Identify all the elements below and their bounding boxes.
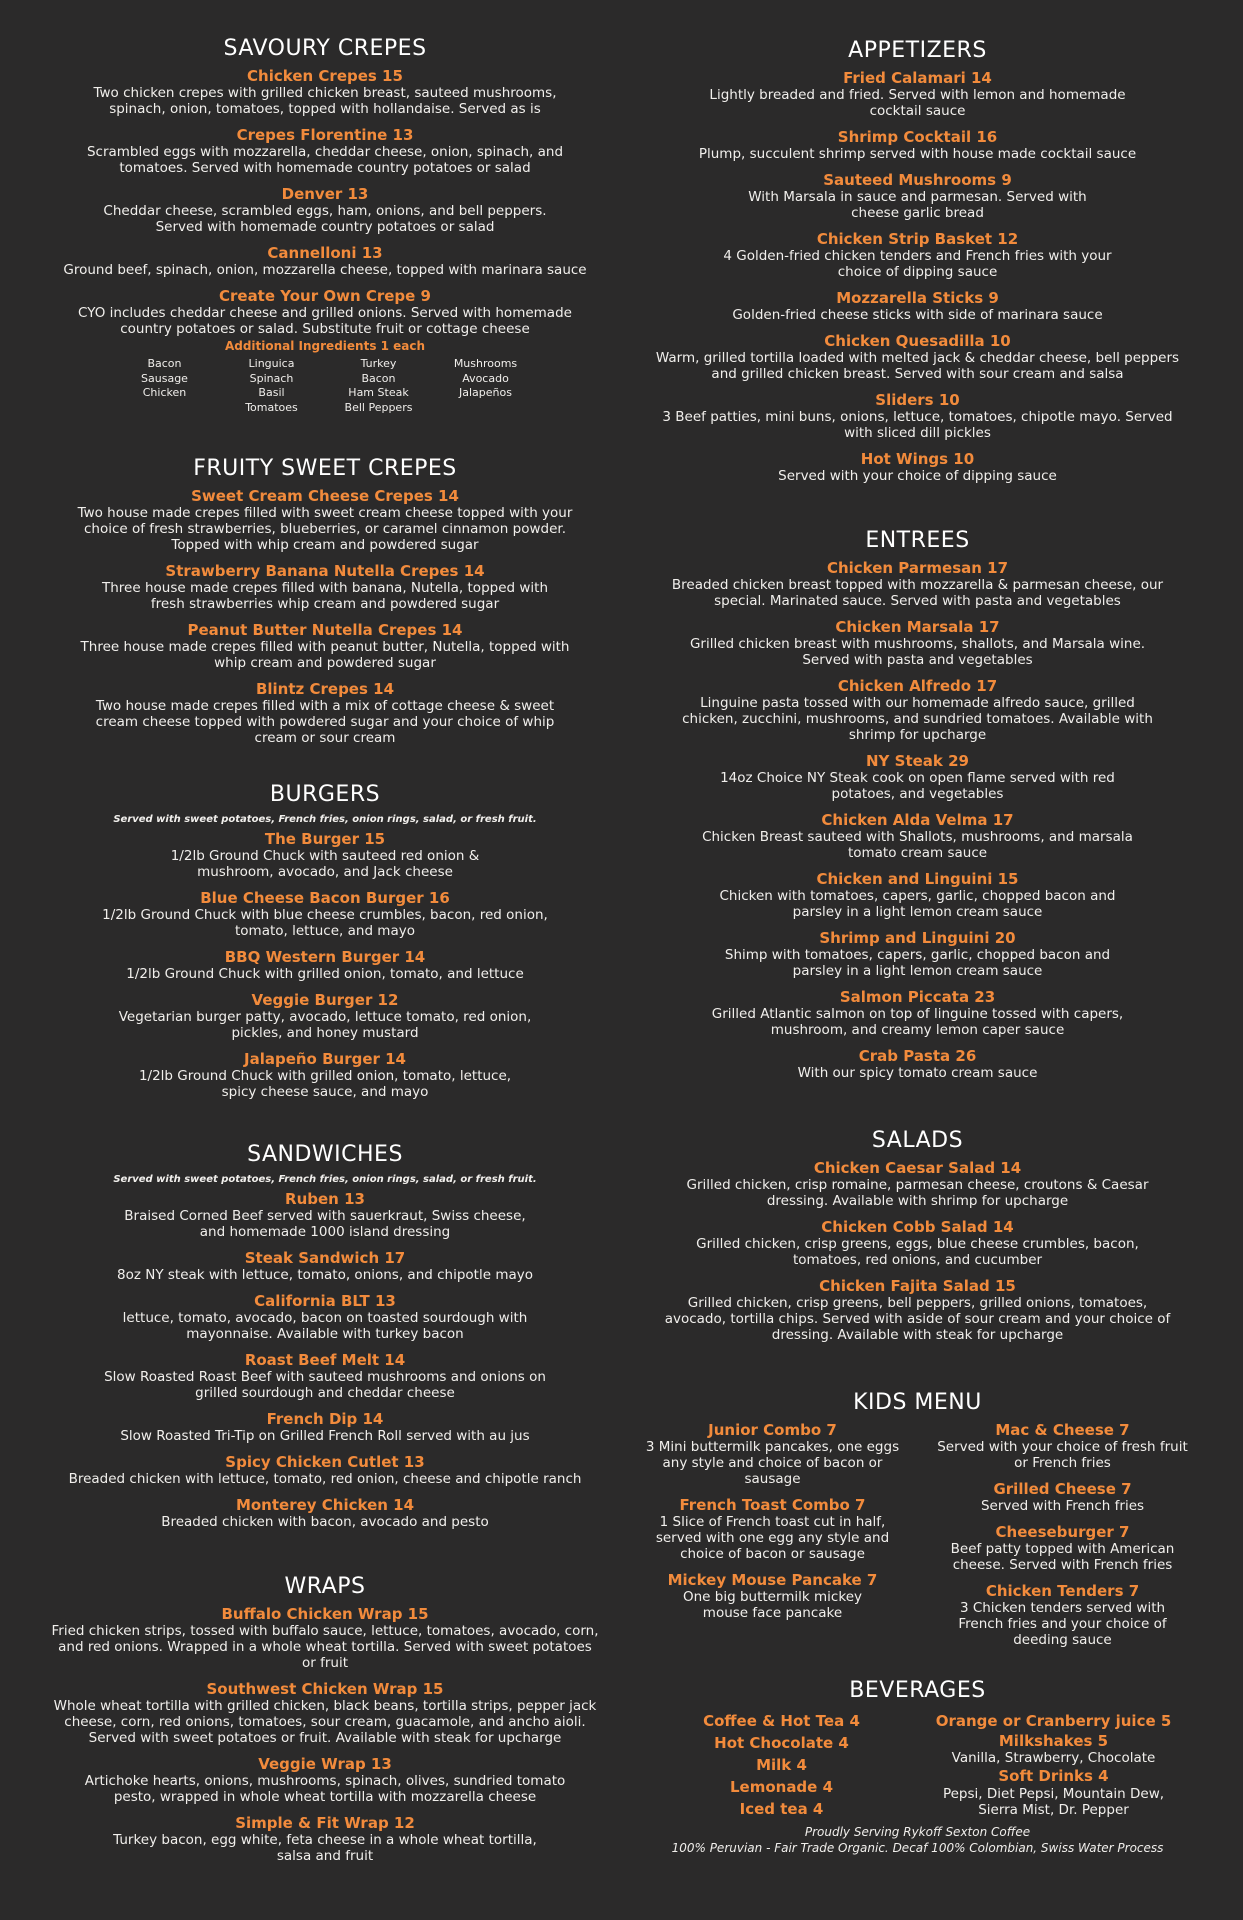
item-name: Cannelloni 13	[267, 244, 383, 262]
footer-line: 100% Peruvian - Fair Trade Organic. Decaf 100% Colombian, Swiss Water Process	[671, 1841, 1164, 1855]
item-name: Chicken Strip Basket 12	[816, 230, 1019, 248]
menu-item	[50, 949, 600, 982]
menu-item	[645, 172, 1190, 221]
menu-item	[645, 451, 1190, 484]
item-desc: Grilled chicken, crisp romaine, parmesan cheese, croutons & Caesar dressing. Available with shrimp for upcharge	[686, 1177, 1149, 1209]
item-desc: Braised Corned Beef served with sauerkraut, Swiss cheese, and homemade 1000 island dressing	[124, 1208, 526, 1240]
section-title: FRUITY SWEET CREPES	[193, 456, 457, 481]
item-desc: Grilled chicken breast with mushrooms, shallots, and Marsala wine. Served with pasta and vegetables	[689, 636, 1146, 668]
item-name: Chicken Alfredo 17	[837, 677, 998, 695]
beverage-column-right	[921, 1710, 1186, 1820]
menu-item	[50, 622, 600, 671]
item-desc: Cheddar cheese, scrambled eggs, ham, onions, and bell peppers. Served with homemade country potatoes or salad	[103, 203, 547, 235]
savoury-crepes-section	[50, 36, 600, 415]
item-desc: 1 Slice of French toast cut in half, served with one egg any style and choice of bacon or sausage	[655, 1514, 890, 1562]
item-name: Roast Beef Melt 14	[244, 1351, 406, 1369]
item-desc: Slow Roasted Roast Beef with sauteed mushrooms and onions on grilled sourdough and cheddar cheese	[104, 1369, 546, 1401]
menu-item	[50, 127, 600, 176]
item-name: Shrimp and Linguini 20	[819, 929, 1016, 947]
additional-ingredients-title: Additional Ingredients 1 each	[224, 339, 426, 353]
kids-column-left	[645, 1422, 900, 1658]
item-name: Blue Cheese Bacon Burger 16	[200, 889, 450, 907]
section-title: BURGERS	[269, 782, 381, 807]
menu-item	[50, 1051, 600, 1100]
menu-item	[645, 1278, 1190, 1343]
menu-item	[645, 753, 1190, 802]
menu-item	[50, 681, 600, 746]
beverage-columns	[645, 1710, 1190, 1820]
wraps-section	[50, 1574, 600, 1874]
burgers-section	[50, 782, 600, 1110]
item-desc: Two chicken crepes with grilled chicken breast, sauteed mushrooms, spinach, onion, tomatoes, topped with hollandaise. Served as is	[93, 85, 557, 117]
beverage-name: Coffee & Hot Tea 4	[703, 1712, 860, 1730]
menu-item	[645, 678, 1190, 743]
item-desc: Turkey bacon, egg white, feta cheese in a whole wheat tortilla, salsa and fruit	[113, 1832, 537, 1864]
item-desc: Fried chicken strips, tossed with buffalo sauce, lettuce, tomatoes, avocado, corn, and red onions. Wrapped in a whole wheat tortilla. Served with sweet potatoes or fruit	[51, 1623, 599, 1671]
item-desc: Warm, grilled tortilla loaded with melted jack & cheddar cheese, bell peppers and grilled chicken breast. Served with sour cream and salsa	[655, 350, 1180, 382]
menu-item	[645, 231, 1190, 280]
ingredient: Bacon	[147, 357, 182, 370]
kids-column-right	[935, 1422, 1190, 1658]
menu-item	[935, 1481, 1190, 1514]
sandwiches-section	[50, 1142, 600, 1540]
item-name: Hot Wings 10	[860, 450, 975, 468]
item-desc: Beef patty topped with American cheese. Served with French fries	[950, 1541, 1175, 1573]
item-desc: 8oz NY steak with lettuce, tomato, onions, and chipotle mayo	[117, 1267, 533, 1283]
menu-item	[50, 1497, 600, 1530]
item-desc: Three house made crepes filled with peanut butter, Nutella, topped with whip cream and powdered sugar	[80, 639, 570, 671]
appetizers-section	[645, 38, 1190, 494]
item-desc: 1/2lb Ground Chuck with grilled onion, tomato, and lettuce	[126, 966, 524, 982]
fruity-sweet-crepes-section	[50, 456, 600, 756]
item-name: Sauteed Mushrooms 9	[823, 171, 1012, 189]
item-name: Sliders 10	[875, 391, 960, 409]
kids-menu-section	[645, 1390, 1190, 1658]
item-desc: Grilled chicken, crisp greens, bell peppers, grilled onions, tomatoes, avocado, tortilla chips. Served with aside of sour cream and your choice of dressing. Available with steak for upcharge	[664, 1295, 1171, 1343]
item-name: California BLT 13	[254, 1292, 396, 1310]
ingredient: Jalapeños	[459, 386, 512, 399]
beverage-name: Soft Drinks 4	[998, 1767, 1109, 1785]
item-desc: Served with your choice of fresh fruit or French fries	[937, 1439, 1188, 1471]
menu-item	[645, 871, 1190, 920]
menu-item	[645, 1422, 900, 1487]
menu-item	[50, 1352, 600, 1401]
item-desc: Shimp with tomatoes, capers, garlic, chopped bacon and parsley in a light lemon cream sauce	[724, 947, 1111, 979]
item-desc: Plump, succulent shrimp served with house made cocktail sauce	[698, 146, 1137, 162]
item-name: Grilled Cheese 7	[993, 1480, 1132, 1498]
beverage-name: Milkshakes 5	[998, 1732, 1109, 1750]
menu-item	[645, 930, 1190, 979]
salads-section	[645, 1128, 1190, 1353]
item-desc: 3 Chicken tenders served with French fries and your choice of deeding sauce	[958, 1600, 1167, 1648]
item-name: Jalapeño Burger 14	[244, 1050, 406, 1068]
item-desc: 3 Beef patties, mini buns, onions, lettuce, tomatoes, chipotle mayo. Served with sliced dill pickles	[662, 409, 1173, 441]
item-desc: Chicken Breast sauteed with Shallots, mushrooms, and marsala tomato cream sauce	[702, 829, 1133, 861]
item-name: Spicy Chicken Cutlet 13	[225, 1453, 425, 1471]
menu-item	[935, 1583, 1190, 1648]
kids-columns	[645, 1422, 1190, 1658]
menu-item	[645, 290, 1190, 323]
item-name: Chicken Caesar Salad 14	[813, 1159, 1022, 1177]
ingredient: Ham Steak	[348, 386, 409, 399]
item-desc: Breaded chicken with lettuce, tomato, red onion, cheese and chipotle ranch	[68, 1471, 582, 1487]
ingredient-column	[325, 357, 432, 415]
beverage-desc: Vanilla, Strawberry, Chocolate	[951, 1750, 1156, 1766]
item-desc: With Marsala in sauce and parmesan. Served with cheese garlic bread	[748, 189, 1087, 221]
ingredient-column	[111, 357, 218, 415]
item-desc: 1/2lb Ground Chuck with grilled onion, tomato, lettuce, spicy cheese sauce, and mayo	[138, 1068, 512, 1100]
item-desc: Two house made crepes filled with sweet cream cheese topped with your choice of fresh strawberries, blueberries, or caramel cinnamon powder. Topped with whip cream and powdered sugar	[77, 505, 573, 553]
additional-ingredients-grid	[50, 357, 600, 415]
item-name: Chicken Cobb Salad 14	[821, 1218, 1014, 1236]
item-name: Junior Combo 7	[708, 1421, 837, 1439]
item-name: Fried Calamari 14	[843, 69, 992, 87]
menu-item	[50, 1454, 600, 1487]
section-title: ENTREES	[865, 528, 970, 553]
menu-item	[50, 890, 600, 939]
item-desc: Golden-fried cheese sticks with side of marinara sauce	[732, 307, 1103, 323]
section-title: SALADS	[871, 1128, 964, 1153]
item-desc: With our spicy tomato cream sauce	[797, 1065, 1038, 1081]
beverage-name: Iced tea 4	[739, 1800, 824, 1818]
item-name: Strawberry Banana Nutella Crepes 14	[165, 562, 485, 580]
ingredient: Linguica	[248, 357, 295, 370]
menu-item	[645, 989, 1190, 1038]
menu-item	[645, 619, 1190, 668]
menu-item	[50, 1756, 600, 1805]
item-name: Veggie Burger 12	[251, 991, 399, 1009]
ingredient: Tomatoes	[245, 400, 298, 414]
item-desc: Served with French fries	[980, 1498, 1145, 1514]
item-desc: Three house made crepes filled with banana, Nutella, topped with fresh strawberries whip cream and powdered sugar	[101, 580, 549, 612]
item-name: Monterey Chicken 14	[235, 1496, 415, 1514]
beverage-name: Orange or Cranberry juice 5	[935, 1712, 1172, 1730]
menu-item	[50, 186, 600, 235]
item-name: Peanut Butter Nutella Crepes 14	[187, 621, 463, 639]
menu-item	[50, 68, 600, 117]
ingredient-column	[218, 357, 325, 415]
menu-item	[935, 1524, 1190, 1573]
ingredient: Turkey	[360, 357, 397, 370]
item-desc: 14oz Choice NY Steak cook on open flame served with red potatoes, and vegetables	[720, 770, 1115, 802]
item-desc: CYO includes cheddar cheese and grilled onions. Served with homemade country potatoes or salad. Substitute fruit or cottage cheese	[78, 305, 572, 337]
menu-item	[645, 70, 1190, 119]
item-name: Mozzarella Sticks 9	[836, 289, 999, 307]
menu-item	[645, 1048, 1190, 1081]
ingredient: Avocado	[462, 371, 509, 385]
item-name: Veggie Wrap 13	[258, 1755, 392, 1773]
item-desc: Breaded chicken breast topped with mozzarella & parmesan cheese, our special. Marinated sauce. Served with pasta and vegetables	[671, 577, 1164, 609]
menu-item	[50, 1293, 600, 1342]
menu-item	[50, 288, 600, 337]
section-title: SAVOURY CREPES	[223, 36, 427, 61]
menu-item	[50, 563, 600, 612]
item-name: French Dip 14	[266, 1410, 384, 1428]
beverage-name: Milk 4	[756, 1756, 807, 1774]
menu-item	[645, 129, 1190, 162]
item-name: Chicken Crepes 15	[247, 67, 403, 85]
item-name: NY Steak 29	[866, 752, 969, 770]
menu-item	[50, 1815, 600, 1864]
menu-item	[50, 1606, 600, 1671]
item-desc: Grilled Atlantic salmon on top of linguine tossed with capers, mushroom, and creamy lemon caper sauce	[711, 1006, 1124, 1038]
menu-item	[50, 992, 600, 1041]
item-desc: Whole wheat tortilla with grilled chicken, black beans, tortilla strips, pepper jack cheese, corn, red onions, tomatoes, sour cream, guacamole, and ancho aioli. Served with sweet potatoes or fruit. Available with steak for upcharge	[53, 1698, 597, 1746]
item-name: Create Your Own Crepe 9	[218, 287, 431, 305]
item-desc: Two house made crepes filled with a mix of cottage cheese & sweet cream cheese topped with powdered sugar and your choice of whip cream or sour cream	[95, 698, 555, 746]
ingredient: Spinach	[249, 371, 294, 385]
item-name: Chicken Fajita Salad 15	[819, 1277, 1016, 1295]
beverages-section	[645, 1678, 1190, 1856]
section-title: SANDWICHES	[247, 1142, 403, 1167]
item-name: Shrimp Cocktail 16	[837, 128, 998, 146]
item-name: Cheeseburger 7	[995, 1523, 1130, 1541]
ingredient: Mushrooms	[453, 357, 518, 370]
menu-item	[50, 488, 600, 553]
item-name: Chicken Parmesan 17	[826, 559, 1009, 577]
item-desc: 1/2lb Ground Chuck with blue cheese crumbles, bacon, red onion, tomato, lettuce, and mayo	[102, 907, 548, 939]
item-name: Ruben 13	[285, 1190, 365, 1208]
section-note: Served with sweet potatoes, French fries, onion rings, salad, or fresh fruit.	[113, 814, 537, 825]
entrees-section	[645, 528, 1190, 1091]
item-name: Chicken Tenders 7	[985, 1582, 1140, 1600]
item-desc: One big buttermilk mickey mouse face pancake	[682, 1589, 862, 1621]
item-desc: 1/2lb Ground Chuck with sauteed red onion & mushroom, avocado, and Jack cheese	[170, 848, 480, 880]
menu-item	[645, 333, 1190, 382]
item-name: Chicken Alda Velma 17	[821, 811, 1014, 829]
menu-item	[50, 1250, 600, 1283]
item-name: The Burger 15	[264, 830, 386, 848]
coffee-footer	[645, 1824, 1190, 1856]
menu-item	[645, 1160, 1190, 1209]
item-desc: Vegetarian burger patty, avocado, lettuce tomato, red onion, pickles, and honey mustard	[118, 1009, 532, 1041]
menu-item	[50, 1411, 600, 1444]
item-name: Salmon Piccata 23	[839, 988, 996, 1006]
item-desc: Grilled chicken, crisp greens, eggs, blue cheese crumbles, bacon, tomatoes, red onions, and cucumber	[696, 1236, 1139, 1268]
ingredient: Bell Peppers	[344, 400, 413, 414]
item-name: Steak Sandwich 17	[244, 1249, 406, 1267]
item-desc: Ground beef, spinach, onion, mozzarella cheese, topped with marinara sauce	[63, 262, 587, 278]
ingredient: Sausage	[141, 371, 188, 385]
beverage-column-left	[649, 1710, 914, 1820]
item-name: Crab Pasta 26	[858, 1047, 977, 1065]
item-name: Sweet Cream Cheese Crepes 14	[191, 487, 459, 505]
menu-item	[645, 1572, 900, 1621]
section-title: KIDS MENU	[853, 1390, 982, 1415]
section-title: WRAPS	[284, 1574, 366, 1599]
item-name: Chicken and Linguini 15	[816, 870, 1019, 888]
footer-line: Proudly Serving Rykoff Sexton Coffee	[804, 1825, 1031, 1839]
menu-item	[50, 1681, 600, 1746]
section-title: APPETIZERS	[848, 38, 987, 63]
item-name: Crepes Florentine 13	[236, 126, 414, 144]
menu-item	[50, 245, 600, 278]
menu-item	[645, 812, 1190, 861]
item-desc: Scrambled eggs with mozzarella, cheddar cheese, onion, spinach, and tomatoes. Served with homemade country potatoes or salad	[86, 144, 564, 176]
item-name: Southwest Chicken Wrap 15	[206, 1680, 444, 1698]
item-name: French Toast Combo 7	[679, 1496, 866, 1514]
item-name: Mickey Mouse Pancake 7	[667, 1571, 878, 1589]
item-desc: Chicken with tomatoes, capers, garlic, chopped bacon and parsley in a light lemon cream sauce	[719, 888, 1116, 920]
menu-item	[50, 831, 600, 880]
item-desc: Slow Roasted Tri-Tip on Grilled French Roll served with au jus	[120, 1428, 530, 1444]
item-desc: Served with your choice of dipping sauce	[778, 468, 1057, 484]
item-name: Chicken Quesadilla 10	[824, 332, 1011, 350]
item-desc: 3 Mini buttermilk pancakes, one eggs any style and choice of bacon or sausage	[645, 1439, 900, 1487]
item-name: Blintz Crepes 14	[255, 680, 395, 698]
ingredient: Bacon	[361, 371, 396, 385]
beverage-name: Hot Chocolate 4	[714, 1734, 849, 1752]
item-desc: Linguine pasta tossed with our homemade alfredo sauce, grilled chicken, zucchini, mushrooms, and sundried tomatoes. Available with shrimp for upcharge	[682, 695, 1153, 743]
item-name: Chicken Marsala 17	[835, 618, 1000, 636]
menu-item	[50, 1191, 600, 1240]
item-desc: 4 Golden-fried chicken tenders and French fries with your choice of dipping sauce	[723, 248, 1112, 280]
ingredient-column	[432, 357, 539, 415]
menu-item	[645, 392, 1190, 441]
menu-item	[645, 560, 1190, 609]
beverage-name: Lemonade 4	[729, 1778, 834, 1796]
item-desc: Artichoke hearts, onions, mushrooms, spinach, olives, sundried tomato pesto, wrapped in whole wheat tortilla with mozzarella cheese	[84, 1773, 566, 1805]
item-name: Mac & Cheese 7	[995, 1421, 1130, 1439]
item-name: Denver 13	[281, 185, 369, 203]
item-name: Buffalo Chicken Wrap 15	[221, 1605, 429, 1623]
beverage-desc: Pepsi, Diet Pepsi, Mountain Dew, Sierra Mist, Dr. Pepper	[942, 1786, 1165, 1818]
item-desc: lettuce, tomato, avocado, bacon on toasted sourdough with mayonnaise. Available with turkey bacon	[122, 1310, 528, 1342]
menu-item	[645, 1497, 900, 1562]
item-name: BBQ Western Burger 14	[224, 948, 426, 966]
item-name: Simple & Fit Wrap 12	[235, 1814, 415, 1832]
menu-item	[645, 1219, 1190, 1268]
section-title: BEVERAGES	[849, 1678, 986, 1703]
item-desc: Breaded chicken with bacon, avocado and pesto	[161, 1514, 489, 1530]
ingredient: Chicken	[142, 386, 187, 399]
ingredient: Basil	[258, 386, 285, 399]
item-desc: Lightly breaded and fried. Served with lemon and homemade cocktail sauce	[709, 87, 1126, 119]
menu-item	[935, 1422, 1190, 1471]
section-note: Served with sweet potatoes, French fries, onion rings, salad, or fresh fruit.	[113, 1174, 537, 1185]
